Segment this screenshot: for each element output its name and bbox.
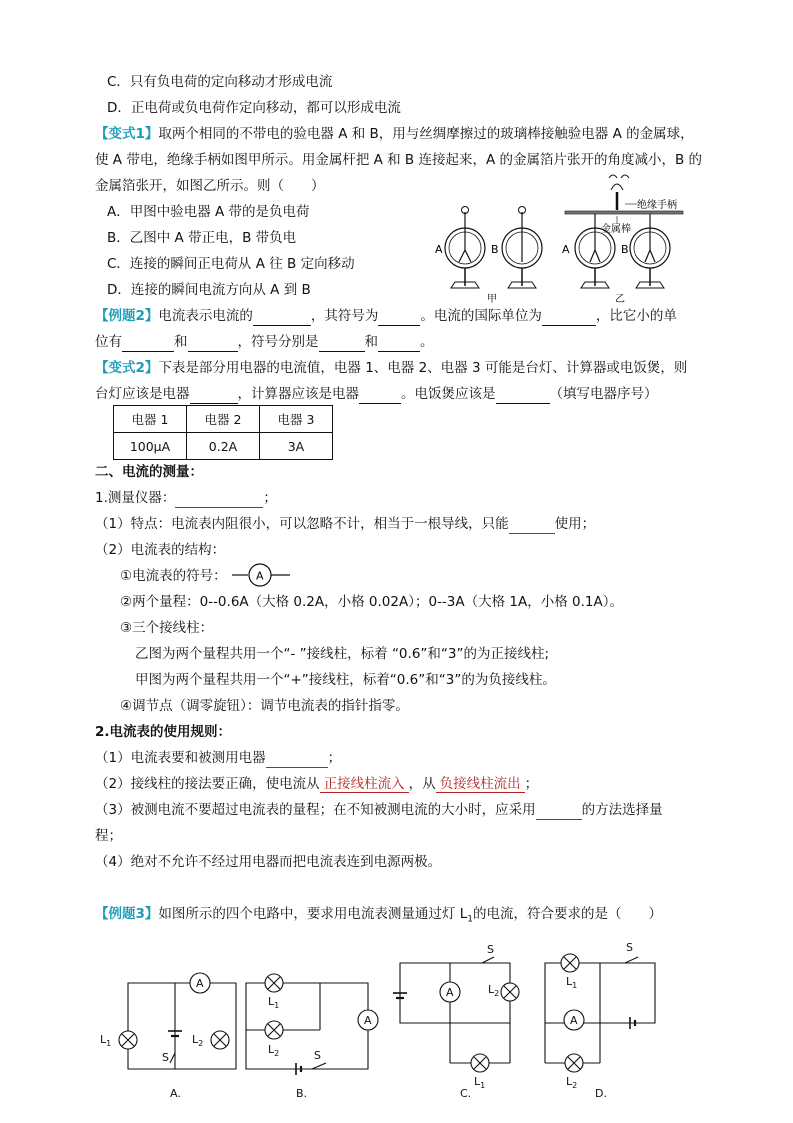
table-cell: 3A [260,433,333,460]
measure-instrument [95,488,277,508]
variant2-text: 下表是部分用电器的电流值，电器 1、电器 2、电器 3 可能是台灯、计算器或电饭煲，则 [158,360,688,376]
lamp-sub: 2 [274,1049,280,1058]
example2-text: 位有 [95,334,122,350]
caption-d: D. [595,1087,607,1100]
example2-text: 。 [420,334,434,350]
switch-label-d: S [626,941,633,954]
blank-unit-2[interactable] [188,336,238,352]
section2-heading: 二、电流的测量： [95,464,203,480]
example2-tag: 【例题2】 [95,308,159,324]
lamp-l2-a [192,1033,203,1048]
switch-label-c: S [487,943,494,956]
blank-unit-1[interactable] [122,336,174,352]
blank-rice-cooker[interactable] [496,388,550,404]
lamp-sub: 1 [572,981,578,990]
variant2-text: ，计算器应该是电器 [237,386,359,402]
electroscope-a-jia [435,207,485,289]
lamp-sub: 2 [198,1039,204,1048]
circuit-diagrams [90,935,690,1105]
rules-heading: 2.电流表的使用规则： [95,724,232,740]
variant2-line1 [95,358,687,378]
ammeter-symbol-line [120,566,227,586]
caption-a: A. [170,1087,181,1100]
lamp-letter: L [474,1075,481,1088]
table-row [114,433,333,460]
label-b-yi: B [621,243,629,256]
lamp-l1-c [474,1075,485,1090]
blank-current-symbol[interactable] [378,310,420,326]
lamp-l2-b [268,1043,279,1058]
symbol-label: ①电流表的符号： [120,568,227,584]
electroscope-pair-yi [562,175,683,288]
lamp-letter: L [566,975,573,988]
lamp-l2-d [566,1075,577,1090]
current-table [113,405,333,460]
table-cell: 0.2A [187,433,260,460]
terminals-yi: 乙图为两个量程共用一个“- ”接线柱，标着 “0.6”和“3”的为正接线柱; [135,646,550,662]
terminals-jia: 甲图为两个量程共用一个“+”接线柱，标着“0.6”和“3”的为负接线柱。 [135,672,556,688]
lamp-l2-c [488,983,499,998]
answer-negative-out: 负接线柱流出 [436,776,525,793]
variant1-option-d: D．连接的瞬间电流方向从 A 到 B [107,282,311,298]
measure-text: 1.测量仪器： [95,490,176,506]
variant1-option-c: C．连接的瞬间正电荷从 A 往 B 定向移动 [107,256,355,272]
caption-b: B. [296,1087,308,1100]
rule-text: （2）接线柱的接法要正确，使电流从 [95,776,320,792]
example3-line [95,904,662,930]
rule-2 [95,774,538,794]
lamp-letter: L [268,995,275,1008]
variant2-tag: 【变式2】 [95,360,159,376]
blank-instrument[interactable] [175,492,263,508]
lamp-sub: 2 [572,1081,578,1090]
variant1-line3: 金属箔张开，如图乙所示。则（ ） [95,178,325,194]
lamp-letter: L [192,1033,199,1046]
blank-symbol-2[interactable] [378,336,420,352]
variant2-text: 台灯应该是电器 [95,386,190,402]
lamp-sub: 1 [106,1039,112,1048]
example2-line2 [95,332,434,352]
example2-line1 [95,306,677,326]
structure-heading: （2）电流表的结构： [95,542,226,558]
example2-text: 电流表示电流的 [158,308,253,324]
rule-text: （3）被测电流不要超过电流表的量程；在不知被测电流的大小时，应采用 [95,802,536,818]
blank-calculator[interactable] [359,388,401,404]
table-header-cell: 电器 1 [114,406,187,433]
circuit-b [246,974,378,1075]
example3-tag: 【例题3】 [95,906,159,922]
lamp-sub: 1 [274,1001,280,1010]
variant1-option-b: B．乙图中 A 带正电，B 带负电 [107,230,297,246]
lamp-letter: L [100,1033,107,1046]
example2-text: 和 [174,334,188,350]
variant1-line1 [95,124,694,144]
answer-positive-in: 正接线柱流入 [320,776,409,793]
terminals-line: ③三个接线柱： [120,620,214,636]
handle-label: 绝缘手柄 [637,200,677,211]
variant1-line2: 使 A 带电，绝缘手柄如图甲所示。用金属杆把 A 和 B 连接起来，A 的金属箔片张开的角度减小，B 的 [95,152,703,168]
table-header-cell: 电器 3 [260,406,333,433]
blank-series-connect[interactable] [266,752,328,768]
variant2-line2 [95,384,658,404]
rule-text: ； [524,776,539,792]
caption-jia: 甲 [487,294,497,305]
lamp-letter: L [268,1043,275,1056]
option-d: D．正电荷或负电荷作定向移动，都可以形成电流 [107,100,401,116]
feature-text: （1）特点：电流表内阻很小，可以忽略不计，相当于一根导线，只能 [95,516,509,532]
example2-text: 和 [364,334,378,350]
ammeter-symbol [232,562,292,588]
rule-text: （1）电流表要和被测用电器 [95,750,266,766]
lamp-l1-d [566,975,577,990]
rule-3 [95,800,663,820]
example2-text: ，其符号为 [310,308,379,324]
example3-sub: 1 [467,914,473,925]
circuit-c [393,957,519,1072]
lamp-sub: 2 [494,989,500,998]
rod-label: 金属棒 [601,224,631,235]
lamp-l1-b [268,995,279,1010]
ammeter-label-b: A [364,1014,372,1027]
example3-text: 如图所示的四个电路中，要求用电流表测量通过灯 L [158,906,468,922]
zero-adjust-line: ④调节点（调零旋钮）：调节电流表的指针指零。 [120,698,409,714]
variant1-text: 取两个相同的不带电的验电器 A 和 B，用与丝绸摩擦过的玻璃棒接触验电器 A 的金属球， [158,126,694,142]
ammeter-label-c: A [446,986,454,999]
blank-current-meaning[interactable] [253,310,311,326]
switch-label-a: S [162,1051,169,1064]
rule-text: ； [327,750,342,766]
lamp-l1-a [100,1033,111,1048]
electroscope-figure [425,168,695,308]
blank-lamp[interactable] [190,388,238,404]
range-line: ②两个量程：0--0.6A（大格 0.2A，小格 0.02A）；0--3A（大格 1A，小格 0.1A）。 [120,594,623,610]
ammeter-letter: A [256,569,264,583]
ammeter-label-d: A [570,1014,578,1027]
example2-text: ，比它小的单 [595,308,677,324]
variant2-text: 。电饭煲应该是 [401,386,496,402]
variant1-option-a: A．甲图中验电器 A 带的是负电荷 [107,204,310,220]
rule-1 [95,748,341,768]
rule-text: ，从 [408,776,436,792]
label-a-yi: A [562,243,570,256]
lamp-sub: 1 [480,1081,486,1090]
lamp-letter: L [488,983,495,996]
table-cell: 100μA [114,433,187,460]
label-a-jia: A [435,243,443,256]
rule-text: 的方法选择量 [581,802,663,818]
table-row [114,406,333,433]
example3-text: 的电流，符合要求的是（ ） [472,906,662,922]
blank-series[interactable] [509,518,555,534]
feature-line [95,514,595,534]
caption-yi: 乙 [615,294,625,305]
example2-text: 。电流的国际单位为 [420,308,542,324]
circuit-d [545,954,655,1072]
example2-text: ，符号分别是 [237,334,319,350]
blank-si-unit[interactable] [542,310,596,326]
caption-c: C. [460,1087,472,1100]
switch-label-b: S [314,1049,321,1062]
label-b-jia: B [491,243,499,256]
table-header-cell: 电器 2 [187,406,260,433]
option-c: C．只有负电荷的定向移动才形成电流 [107,74,333,90]
lamp-letter: L [566,1075,573,1088]
electroscope-b-jia [491,207,542,289]
circuit-a [119,973,236,1069]
ammeter-label-a: A [196,977,204,990]
variant2-text: （填写电器序号） [549,386,658,402]
rule-3-cont: 程； [95,828,122,844]
blank-symbol-1[interactable] [319,336,365,352]
variant1-tag: 【变式1】 [95,126,159,142]
feature-text: 使用； [554,516,596,532]
rule-4: （4）绝对不允许不经过用电器而把电流表连到电源两极。 [95,854,442,870]
blank-trial-touch[interactable] [536,804,582,820]
measure-text: ； [263,490,277,506]
